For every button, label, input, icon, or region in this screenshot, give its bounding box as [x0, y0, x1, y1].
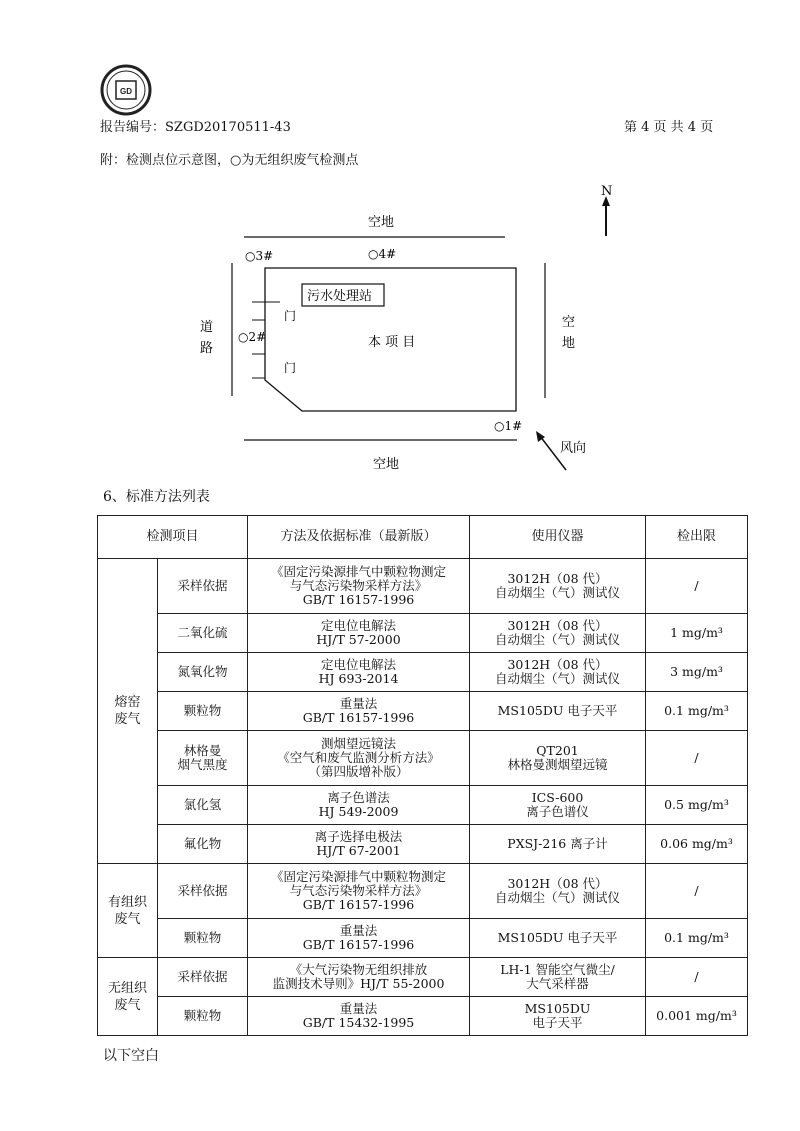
table-row — [98, 731, 748, 786]
header-limit: 检出限 — [646, 516, 748, 559]
limit-cell: / — [646, 864, 748, 919]
right-label-1: 空 — [562, 315, 576, 330]
table-row — [98, 614, 748, 653]
table-row — [98, 786, 748, 825]
instrument-cell: MS105DU 电子天平 — [470, 997, 646, 1036]
wind-label: 风向 — [560, 441, 587, 456]
top-label: 空地 — [368, 215, 395, 230]
limit-cell: 1 mg/m³ — [646, 614, 748, 653]
item-cell: 氮氧化物 — [158, 653, 248, 692]
item-cell: 颗粒物 — [158, 692, 248, 731]
point-4: ○4# — [368, 247, 397, 261]
item-cell: 采样依据 — [158, 559, 248, 614]
blank-below-note: 以下空白 — [103, 1048, 159, 1064]
instrument-cell: 3012H（08 代） 自动烟尘（气）测试仪 — [470, 864, 646, 919]
table-header-row — [98, 516, 748, 559]
method-cell: 离子色谱法 HJ 549-2009 — [248, 786, 470, 825]
instrument-cell: 3012H（08 代） 自动烟尘（气）测试仪 — [470, 559, 646, 614]
table-row — [98, 958, 748, 997]
gate-label-1: 门 — [284, 309, 297, 323]
method-cell: 重量法 GB/T 16157-1996 — [248, 919, 470, 958]
point-2: ○2# — [238, 330, 267, 344]
instrument-cell: 3012H（08 代） 自动烟尘（气）测试仪 — [470, 614, 646, 653]
point-1: ○1# — [494, 419, 523, 433]
method-cell: 重量法 GB/T 15432-1995 — [248, 997, 470, 1036]
instrument-cell: QT201 林格曼测烟望远镜 — [470, 731, 646, 786]
item-cell: 采样依据 — [158, 958, 248, 997]
item-cell: 采样依据 — [158, 864, 248, 919]
table-row — [98, 559, 748, 614]
figure-caption: 附：检测点位示意图，○为无组织废气检测点 — [100, 153, 359, 168]
method-cell: 定电位电解法 HJ 693-2014 — [248, 653, 470, 692]
header-instrument: 使用仪器 — [470, 516, 646, 559]
left-label-2: 路 — [200, 341, 214, 356]
table-row — [98, 997, 748, 1036]
group-cell: 有组织 废气 — [98, 864, 158, 958]
limit-cell: 3 mg/m³ — [646, 653, 748, 692]
report-number: 报告编号：SZGD20170511-43 — [100, 120, 291, 135]
section-title: 6、标准方法列表 — [103, 489, 210, 505]
site-diagram — [0, 0, 800, 500]
table-row — [98, 825, 748, 864]
left-label-1: 道 — [200, 320, 214, 335]
limit-cell: / — [646, 559, 748, 614]
limit-cell: 0.5 mg/m³ — [646, 786, 748, 825]
item-cell: 氯化氢 — [158, 786, 248, 825]
point-3: ○3# — [245, 249, 274, 263]
group-cell: 熔窑 废气 — [98, 559, 158, 864]
method-cell: 《固定污染源排气中颗粒物测定 与气态污染物采样方法》 GB/T 16157-1996 — [248, 864, 470, 919]
item-cell: 二氧化硫 — [158, 614, 248, 653]
bottom-label: 空地 — [373, 457, 400, 472]
instrument-cell: ICS-600 离子色谱仪 — [470, 786, 646, 825]
limit-cell: 0.1 mg/m³ — [646, 919, 748, 958]
method-cell: 重量法 GB/T 16157-1996 — [248, 692, 470, 731]
method-cell: 《固定污染源排气中颗粒物测定 与气态污染物采样方法》 GB/T 16157-1996 — [248, 559, 470, 614]
svg-text:GD: GD — [120, 87, 132, 96]
item-cell: 氟化物 — [158, 825, 248, 864]
method-cell: 《大气污染物无组织排放 监测技术导则》HJ/T 55-2000 — [248, 958, 470, 997]
instrument-cell: PXSJ-216 离子计 — [470, 825, 646, 864]
gate-label-2: 门 — [284, 361, 297, 375]
standard-method-table — [97, 515, 748, 1036]
instrument-cell: 3012H（08 代） 自动烟尘（气）测试仪 — [470, 653, 646, 692]
right-label-2: 地 — [562, 336, 576, 351]
item-cell: 林格曼 烟气黑度 — [158, 731, 248, 786]
limit-cell: / — [646, 731, 748, 786]
table-row — [98, 919, 748, 958]
table-row — [98, 692, 748, 731]
method-cell: 定电位电解法 HJ/T 57-2000 — [248, 614, 470, 653]
item-cell: 颗粒物 — [158, 919, 248, 958]
table-row — [98, 653, 748, 692]
instrument-cell: LH-1 智能空气微尘/ 大气采样器 — [470, 958, 646, 997]
header-method: 方法及依据标准（最新版） — [248, 516, 470, 559]
instrument-cell: MS105DU 电子天平 — [470, 692, 646, 731]
station-label: 污水处理站 — [307, 289, 373, 304]
limit-cell: 0.1 mg/m³ — [646, 692, 748, 731]
table-row — [98, 864, 748, 919]
north-label: N — [601, 184, 613, 199]
method-cell: 离子选择电极法 HJ/T 67-2001 — [248, 825, 470, 864]
page-info: 第 4 页 共 4 页 — [624, 120, 714, 135]
header-item: 检测项目 — [98, 516, 248, 559]
method-cell: 测烟望远镜法 《空气和废气监测分析方法》 （第四版增补版） — [248, 731, 470, 786]
limit-cell: 0.06 mg/m³ — [646, 825, 748, 864]
instrument-cell: MS105DU 电子天平 — [470, 919, 646, 958]
project-label: 本 项 目 — [368, 335, 416, 350]
item-cell: 颗粒物 — [158, 997, 248, 1036]
group-cell: 无组织 废气 — [98, 958, 158, 1036]
limit-cell: 0.001 mg/m³ — [646, 997, 748, 1036]
limit-cell: / — [646, 958, 748, 997]
